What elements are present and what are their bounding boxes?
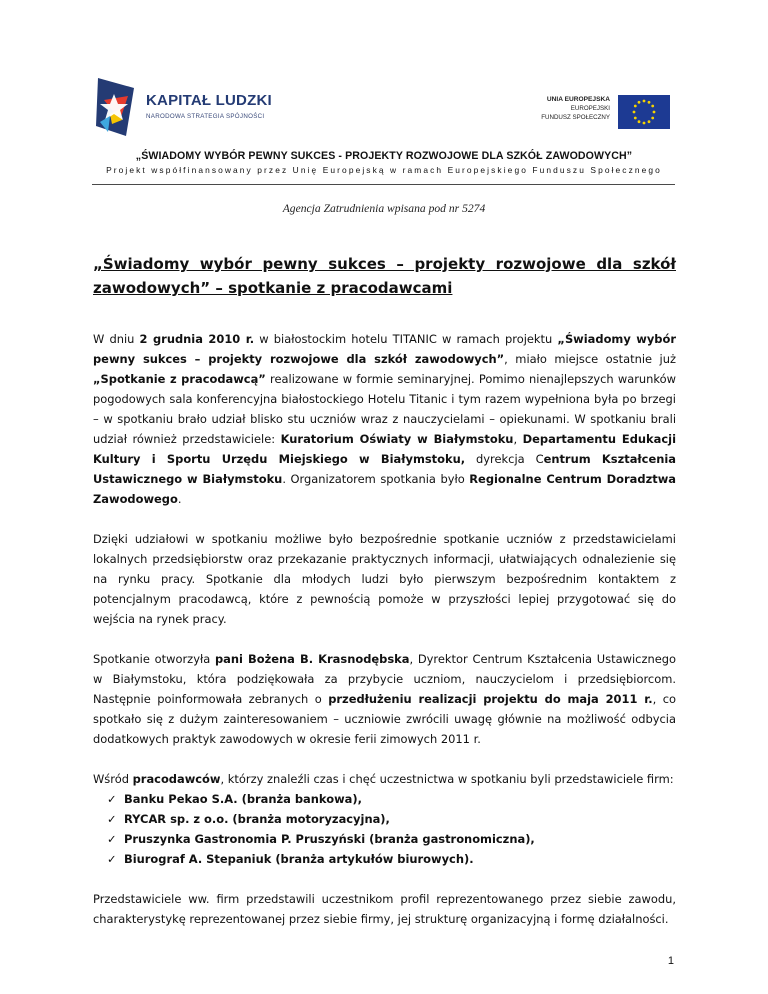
paragraph-4 — [93, 769, 676, 789]
paragraph-2: Dzięki udziałowi w spotkaniu możliwe było bezpośrednie spotkanie uczniów z przedstawicielami lokalnych przedsiębiorstw oraz przekazanie praktycznych informacji, ułatwiających odnalezienie się na rynku pracy. Spotkanie dla młodych ludzi było pierwszym bezpośrednim kontaktem z potencjalnym pracodawcą, które z pewnością pomoże w przyszłości lepiej przygotować się do wejścia na rynek pracy. — [93, 532, 676, 626]
check-icon: ✓ — [107, 792, 117, 806]
check-icon: ✓ — [107, 832, 117, 846]
company-name: Pruszynka Gastronomia P. Pruszyński (branża gastronomiczna), — [124, 832, 535, 846]
p4-employers: pracodawców — [132, 772, 221, 786]
p1-kuratorium: Kuratorium Oświaty w Białymstoku — [280, 432, 514, 446]
project-subtitle: Projekt współfinansowany przez Unię Europejską w ramach Europejskiego Funduszu Społecznego — [106, 165, 662, 175]
p1-text: . Organizatorem spotkania było — [282, 472, 470, 486]
p1-date: 2 grudnia 2010 r. — [139, 332, 255, 346]
check-icon: ✓ — [107, 812, 117, 826]
project-title: „ŚWIADOMY WYBÓR PEWNY SUKCES - PROJEKTY ROZWOJOWE DLA SZKÓŁ ZAWODOWYCH” — [135, 150, 633, 162]
company-name: Biurograf A. Stepaniuk (branża artykułów biurowych). — [124, 852, 474, 866]
list-item — [93, 789, 676, 809]
p3-text: , Dyrektor Centrum Kształcenia Ustawicznego w Białymstoku, która podziękowała za przybycie uczniom, nauczycielom i przedsiębiorcom. Następnie poinformowała zebranych o — [93, 652, 676, 706]
p1-text: . — [177, 492, 182, 506]
paragraph-1 — [93, 329, 676, 509]
company-name: Banku Pekao S.A. (branża bankowa), — [124, 792, 362, 806]
eu-line-3: FUNDUSZ SPOŁECZNY — [541, 114, 610, 121]
list-item — [93, 809, 676, 829]
eu-flag-icon — [618, 95, 670, 129]
p1-organizer: Regionalne Centrum Doradztwa Zawodowego — [93, 472, 676, 506]
p1-cku: entrum Kształcenia Ustawicznego w Białymstoku — [93, 452, 676, 486]
p1-text: , miało miejsce ostatnie już — [504, 352, 676, 366]
p3-director-name: pani Bożena B. Krasnodębska — [214, 652, 410, 666]
paragraph-5: Przedstawiciele ww. firm przedstawili uczestnikom profil reprezentowanego przez siebie zawodu, charakterystykę reprezentowanej przez siebie firmy, jej strukturę organizacyjną i formę działalności. — [93, 892, 676, 926]
article-title — [93, 252, 676, 300]
kapital-ludzki-logo — [94, 76, 272, 138]
page-number: 1 — [667, 955, 674, 967]
p1-project-name: „Świadomy wybór pewny sukces – projekty rozwojowe dla szkół zawodowych” — [93, 332, 676, 366]
p1-text: w białostockim hotelu TITANIC w ramach projektu — [254, 332, 558, 346]
kapital-ludzki-title: KAPITAŁ LUDZKI — [146, 92, 272, 109]
eu-line-1: UNIA EUROPEJSKA — [546, 96, 610, 103]
article-body — [93, 252, 676, 929]
p1-text: W dniu — [93, 332, 140, 346]
p4-text: , którzy znaleźli czas i chęć uczestnictwa w spotkaniu byli przedstawiciele firm: — [220, 772, 674, 786]
p3-text: , co spotkało się z dużym zainteresowaniem – uczniowie zwrócili uwagę głównie na możliwość odbycia dodatkowych praktyk zawodowych w okresie ferii zimowych 2011 r. — [93, 692, 676, 746]
p1-text: dyrekcja C — [465, 452, 544, 466]
p1-text: , — [513, 432, 523, 446]
p4-text: Wśród — [93, 772, 133, 786]
header-divider — [92, 184, 675, 185]
eu-line-2: EUROPEJSKI — [570, 105, 610, 112]
article-title-text: „Świadomy wybór pewny sukces – projekty rozwojowe dla szkół zawodowych” – spotkanie z pracodawcami — [93, 255, 676, 297]
agency-registration-line: Agencja Zatrudnienia wpisana pod nr 5274 — [282, 202, 486, 215]
list-item — [93, 829, 676, 849]
check-icon: ✓ — [107, 852, 117, 866]
p1-departament: Departamentu Edukacji Kultury i Sportu Urzędu Miejskiego w Białymstoku, — [93, 432, 676, 466]
company-list — [93, 789, 676, 869]
paragraph-3 — [93, 649, 676, 749]
p1-text: realizowane w formie seminaryjnej. Pomimo nienajlepszych warunków pogodowych sala konferencyjna białostockiego Hotelu Titanic i tym razem wypełniona była po brzegi – w spotkaniu brało udział blisko stu uczniów wraz z nauczycielami – opiekunami. W spotkaniu brali udział również przedstawiciele: — [93, 372, 676, 446]
p3-text: Spotkanie otworzyła — [93, 652, 215, 666]
eu-text-block — [541, 95, 610, 122]
company-name: RYCAR sp. z o.o. (branża motoryzacyjna), — [124, 812, 390, 826]
p3-extension: przedłużeniu realizacji projektu do maja 2011 r. — [328, 692, 653, 706]
kapital-ludzki-subtitle: NARODOWA STRATEGIA SPÓJNOŚCI — [146, 113, 265, 120]
p1-meeting-name: „Spotkanie z pracodawcą” — [93, 372, 266, 386]
kapital-ludzki-emblem-icon — [94, 76, 138, 138]
list-item — [93, 849, 676, 869]
eu-logo — [520, 95, 670, 131]
